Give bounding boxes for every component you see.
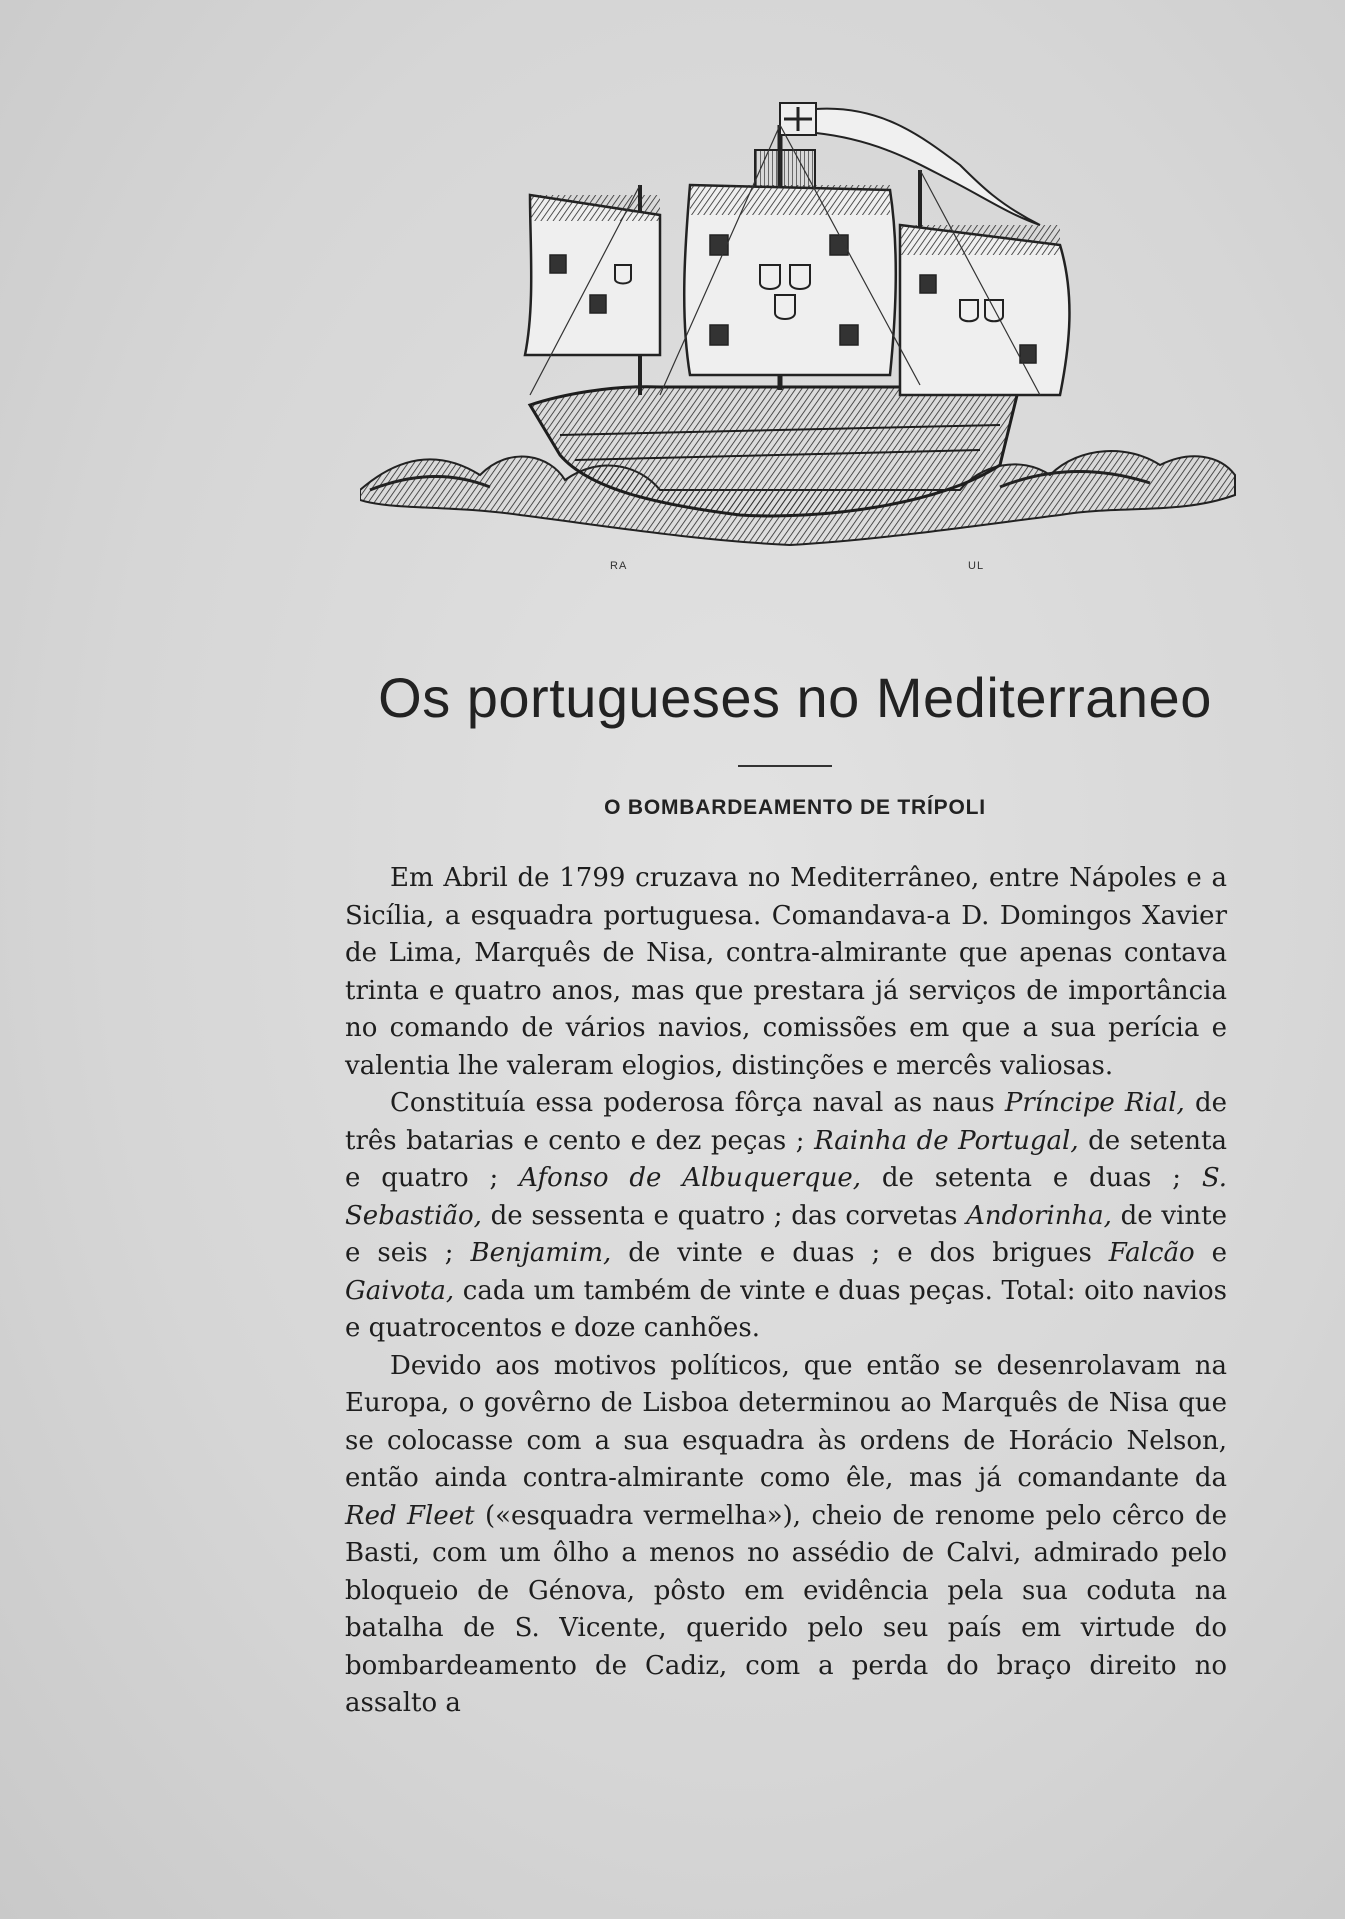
section-subtitle: O BOMBARDEAMENTO DE TRÍPOLI bbox=[604, 796, 986, 819]
text-run: de sessenta e quatro ; das corvetas bbox=[481, 1200, 967, 1231]
title-divider bbox=[738, 765, 832, 767]
text-run: de vinte e seis ; bbox=[345, 1200, 1227, 1268]
text-run: de setenta e duas ; bbox=[860, 1163, 1202, 1193]
paragraph bbox=[345, 860, 1227, 1085]
text-run: e bbox=[1194, 1238, 1227, 1268]
chapter-title: Os portugueses no Mediterraneo bbox=[378, 666, 1212, 729]
body-text bbox=[345, 860, 1227, 1723]
text-run: de setenta e quatro ; bbox=[345, 1125, 1227, 1193]
ship-name: Afonso de Albuquerque, bbox=[519, 1163, 861, 1193]
engraver-signature-left: RA bbox=[610, 560, 628, 572]
ship-name: Falcão bbox=[1108, 1238, 1195, 1268]
ship-name: Rainha de Portugal, bbox=[814, 1125, 1079, 1156]
text-run: Constituía essa poderosa fôrça naval as naus bbox=[390, 1088, 1005, 1118]
text-run: de três batarias e cento e dez peças ; bbox=[345, 1088, 1227, 1156]
ship-name: Red Fleet bbox=[345, 1500, 475, 1531]
paragraph bbox=[345, 1085, 1227, 1348]
text-run: («esquadra vermelha»), cheio de renome pelo cêrco de Basti, com um ôlho a menos no assédio de Calvi, admirado pelo bloqueio de Génova, pôsto em evidência pela sua coduta na batalha de S. Vicente, querido pelo seu país em virtude do bombardeamento de Cadiz, com a perda do braço direito no assalto a bbox=[345, 1500, 1227, 1718]
text-run: cada um também de vinte e duas peças. Total: oito navios e quatrocentos e doze canhões. bbox=[345, 1275, 1227, 1343]
engraver-signature-right: UL bbox=[968, 560, 985, 572]
ship-name: Gaivota, bbox=[345, 1275, 455, 1306]
caravel-illustration bbox=[360, 95, 1240, 575]
text-run: de vinte e duas ; e dos brigues bbox=[611, 1238, 1109, 1268]
crows-nest bbox=[755, 150, 815, 190]
paragraph bbox=[345, 1348, 1227, 1723]
text-run: Em Abril de 1799 cruzava no Mediterrâneo, entre Nápoles e a Sicília, a esquadra portuguesa. Comandava-a D. Domingos Xavier de Lima, Marquês de Nisa, contra-almirante que apenas contava trinta e quatro anos, mas que prestara já serviços de importância no comando de vários navios, comissões em que a sua perícia e valentia lhe valeram elogios, distinções e mercês valiosas. bbox=[345, 863, 1227, 1081]
ship-name: Andorinha, bbox=[966, 1200, 1112, 1231]
ship-name: Benjamim, bbox=[470, 1238, 612, 1268]
ship-name: S. Sebastião, bbox=[345, 1163, 1227, 1231]
text-run: Devido aos motivos políticos, que então se desenrolavam na Europa, o govêrno de Lisboa determinou ao Marquês de Nisa que se colocasse com a sua esquadra às ordens de Horácio Nelson, então ainda contra-almirante como êle, mas já comandante da bbox=[345, 1350, 1227, 1493]
ship-name: Príncipe Rial, bbox=[1004, 1088, 1185, 1118]
